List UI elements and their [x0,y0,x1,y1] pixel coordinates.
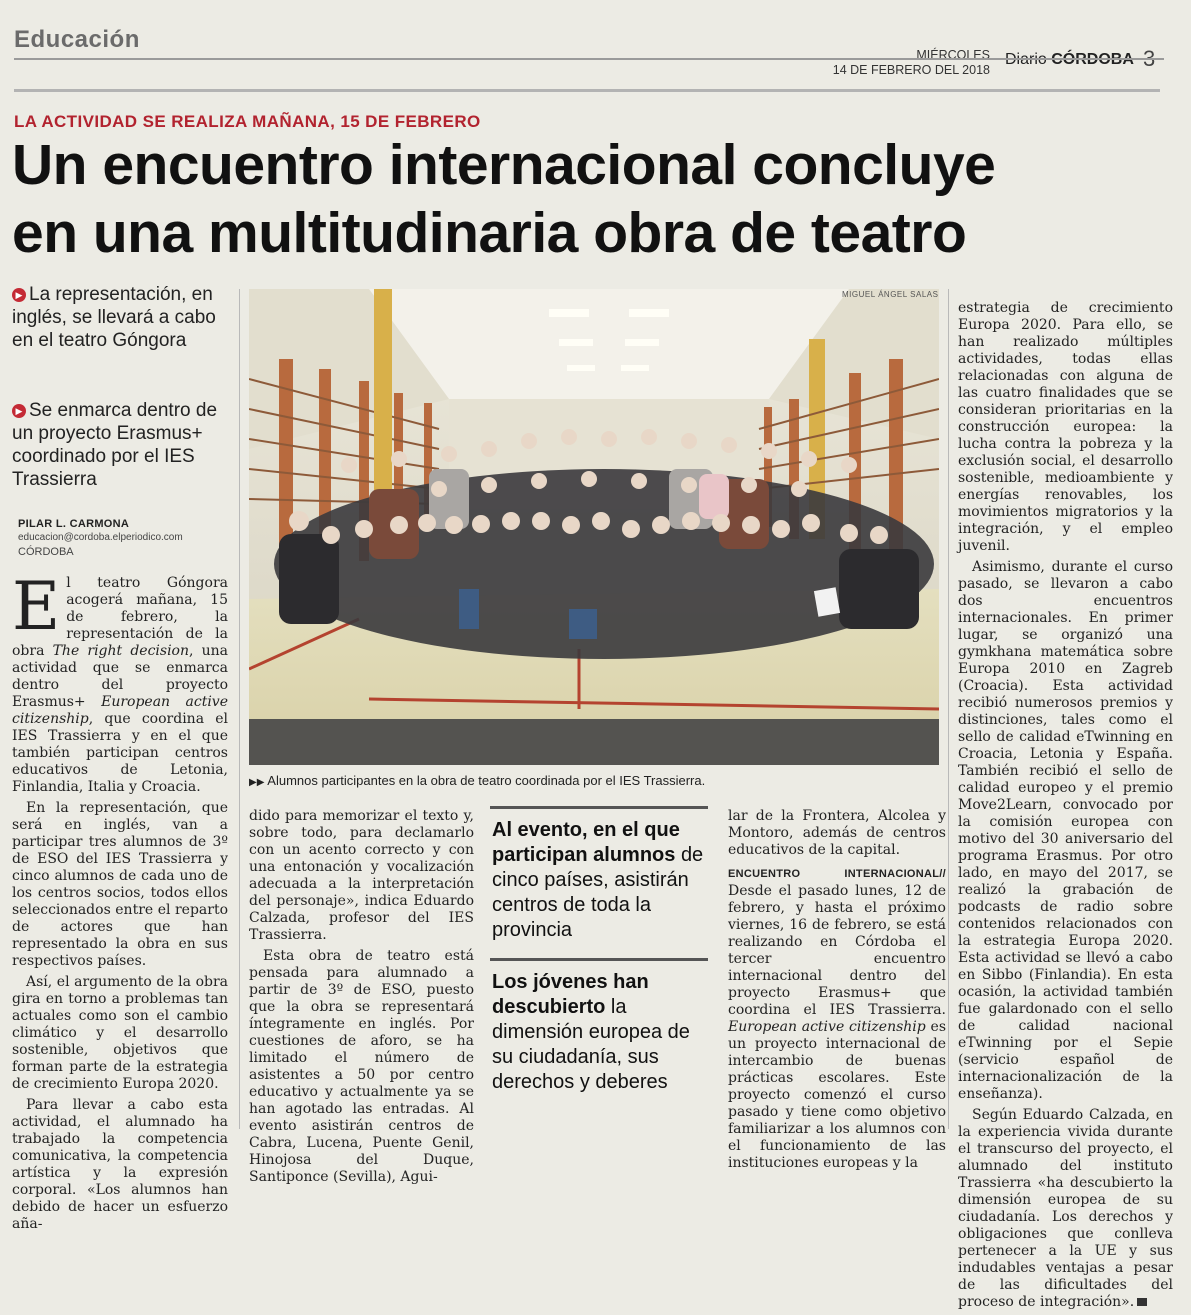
text-run: Según Eduardo Calzada, en la experiencia vivida durante el transcurso del proyecto, el alumnado del instituto Trassierra «ha descubierto la dimensión europea de su ciudadanía. Los derechos y obligaciones que conlleva pertenecer a la UE y sus indudables ventajas a pesar de las dificultades del proceso de integración». [958,1107,1173,1310]
newspaper-prefix: Diario [1005,51,1047,68]
text-run: es un proyecto internacional de intercambio de buenas prácticas escolares. Este proyecto comenzó el curso pasado y tiene como objetivo familiarizar a los alumnos con el funcionamiento de las instituciones europeas y la [728,1019,946,1171]
play-title: The right decision [52,643,189,659]
article-column-4 [958,300,1173,1315]
pull-quote-1 [492,818,708,943]
drop-cap: E [12,568,61,645]
text-run: , que coordina el IES Trassierra y en el que también participan centros educativos de Letonia, Finlandia, Italia y Croacia. [12,711,228,795]
column-separator [239,289,240,1129]
gym-photo-illustration [249,289,939,765]
paragraph: Para llevar a cabo esta actividad, el alumnado ha trabajado la competencia comunicativa, la competencia artística y la expresión corporal. «Los alumnos han debido de hacer un esfuerzo aña- [12,1097,228,1232]
caption-arrows-icon: ▶▶ [249,777,265,788]
text-run: l teatro Góngora acogerá mañana, 15 de febrero, la representación de la obra [12,575,228,659]
article-column-2 [249,808,474,1190]
summary-1-text: La representación, en inglés, se llevará a cabo en el teatro Góngora [12,284,216,351]
headline [12,131,1182,267]
project-name: European active citizenship [728,1019,926,1035]
kicker: LA ACTIVIDAD SE REALIZA MAÑANA, 15 DE FEBRERO [14,112,481,131]
paragraph: En la representación, que será en inglés, van a participar tres alumnos de 3º de ESO del IES Trassierra y cinco alumnos de cada uno de los centros socios, todos ellos seleccionados entre el reparto de actores que han representado la obra en sus respectivos países. [12,800,228,969]
page-number: 3 [1143,46,1156,71]
photo-caption [249,773,939,788]
author-city: CÓRDOBA [18,546,74,558]
highlight-rule [490,958,708,961]
newspaper-name [1005,51,1134,69]
paragraph: Esta obra de teatro está pensada para alumnado a partir de 3º de ESO, puesto que la obra se representará íntegramente en inglés. Por cuestiones de aforo, se ha limitado el número de asistentes a 50 por centro educativo y actualmente ya se han agotado las entradas. Al evento asistirán centros de Cabra, Lucena, Puente Genil, Hinojosa del Duque, Santiponce (Sevilla), Agui- [249,948,474,1185]
pull-quote-2 [492,970,708,1095]
column-separator [948,289,949,1129]
play-bullet-icon: ▶ [12,404,26,418]
date-block [820,48,990,78]
article-column-3 [728,808,946,1176]
kicker-rule [14,89,1160,92]
group-photo [249,289,939,765]
newspaper-title: CÓRDOBA [1051,51,1134,68]
paragraph [958,1107,1173,1311]
summary-2-text: Se enmarca dentro de un proyecto Erasmus+ coordinado por el IES Trassierra [12,400,218,490]
pull-quote-2-bold: Los jóvenes han descubierto [492,971,649,1018]
highlight-rule [490,806,708,809]
paragraph: lar de la Frontera, Alcolea y Montoro, además de centros educativos de la capital. [728,808,946,858]
summary-1 [12,283,237,352]
pull-quote-1-text: de cinco países, asistirán centros de toda la provincia [492,844,704,941]
text-run: , una actividad que se enmarca dentro del proyecto Erasmus+ [12,643,228,710]
paragraph [12,568,228,796]
photo-caption-text: Alumnos participantes en la obra de teatro coordinada por el IES Trassierra. [267,773,706,788]
headline-line-1: Un encuentro internacional concluye [12,133,996,197]
end-of-article-icon [1137,1298,1147,1306]
paragraph: estrategia de crecimiento Europa 2020. Para ello, se han realizado múltiples actividades, todas ellas relacionadas con alguna de las cuatro finalidades que se consideran prioritarias en la construcción europea: la lucha contra la pobreza y la exclusión social, el desarrollo sostenible, medioambiente y energías renovables, los movimientos migratorios y la integración, y el empleo juvenil. [958,300,1173,554]
subsection-lead: ENCUENTRO INTERNACIONAL// [728,868,946,880]
headline-line-2: en una multitudinaria obra de teatro [12,201,967,265]
photo-credit: MIGUEL ÁNGEL SALAS [842,290,939,299]
text-run: Desde el pasado lunes, 12 de febrero, y hasta el próximo viernes, 16 de febrero, se está realizando en Córdoba el tercer encuentro internacional dentro del proyecto Erasmus+ que coordina el IES Trassierra. [728,883,946,1018]
byline [18,517,238,559]
paragraph: dido para memorizar el texto y, sobre todo, para declamarlo con un acento correcto y con una entonación y vocalización adecuada a la interpretación del personaje», indica Eduardo Calzada, profesor del IES Trassierra. [249,808,474,943]
author-name: PILAR L. CARMONA [18,518,130,530]
section-title: Educación [14,26,140,53]
article-column-1 [12,568,228,1237]
play-bullet-icon: ▶ [12,288,26,302]
date: 14 DE FEBRERO DEL 2018 [832,63,990,77]
paragraph: Así, el argumento de la obra gira en torno a problemas tan actuales como son el cambio climático y el desarrollo sostenible, objetivos que forman parte de la estrategia de crecimiento Europa 2020. [12,974,228,1092]
pull-quote-1-bold: Al evento, en el que participan alumnos [492,819,680,866]
author-email: educacion@cordoba.elperiodico.com [18,532,183,543]
paragraph: Asimismo, durante el curso pasado, se llevaron a cabo dos encuentros internacionales. En primer lugar, se organizó una gymkhana matemática sobre Europa 2010 en Zagreb (Croacia). Esta actividad recibió numerosos premios y distinciones, tales como el sello de calidad eTwinning en Croacia, Letonia y España. También recibió el sello de calidad europeo y el premio Move2Learn, convocado por la comisión europea con motivo del 30 aniversario del programa Erasmus. Por otro lado, en mayo del 2017, se realizó la grabación de podcasts de radio sobre contenidos relacionados con la estrategia Europa 2020. Esta actividad se llevó a cabo en Sibbo (Finlandia). En esta ocasión, la actividad también fue galardonado con el sello de calidad nacional eTwinning por el Sepie (servicio español de internacionalización de la enseñanza). [958,559,1173,1102]
paragraph [728,865,946,1172]
pull-quote-2-text: la dimensión europea de su ciudadanía, sus derechos y deberes [492,996,690,1093]
summary-2 [12,399,237,491]
project-name: European active citizenship [12,694,228,727]
weekday: MIÉRCOLES [916,48,990,62]
header-rule [14,58,1164,60]
